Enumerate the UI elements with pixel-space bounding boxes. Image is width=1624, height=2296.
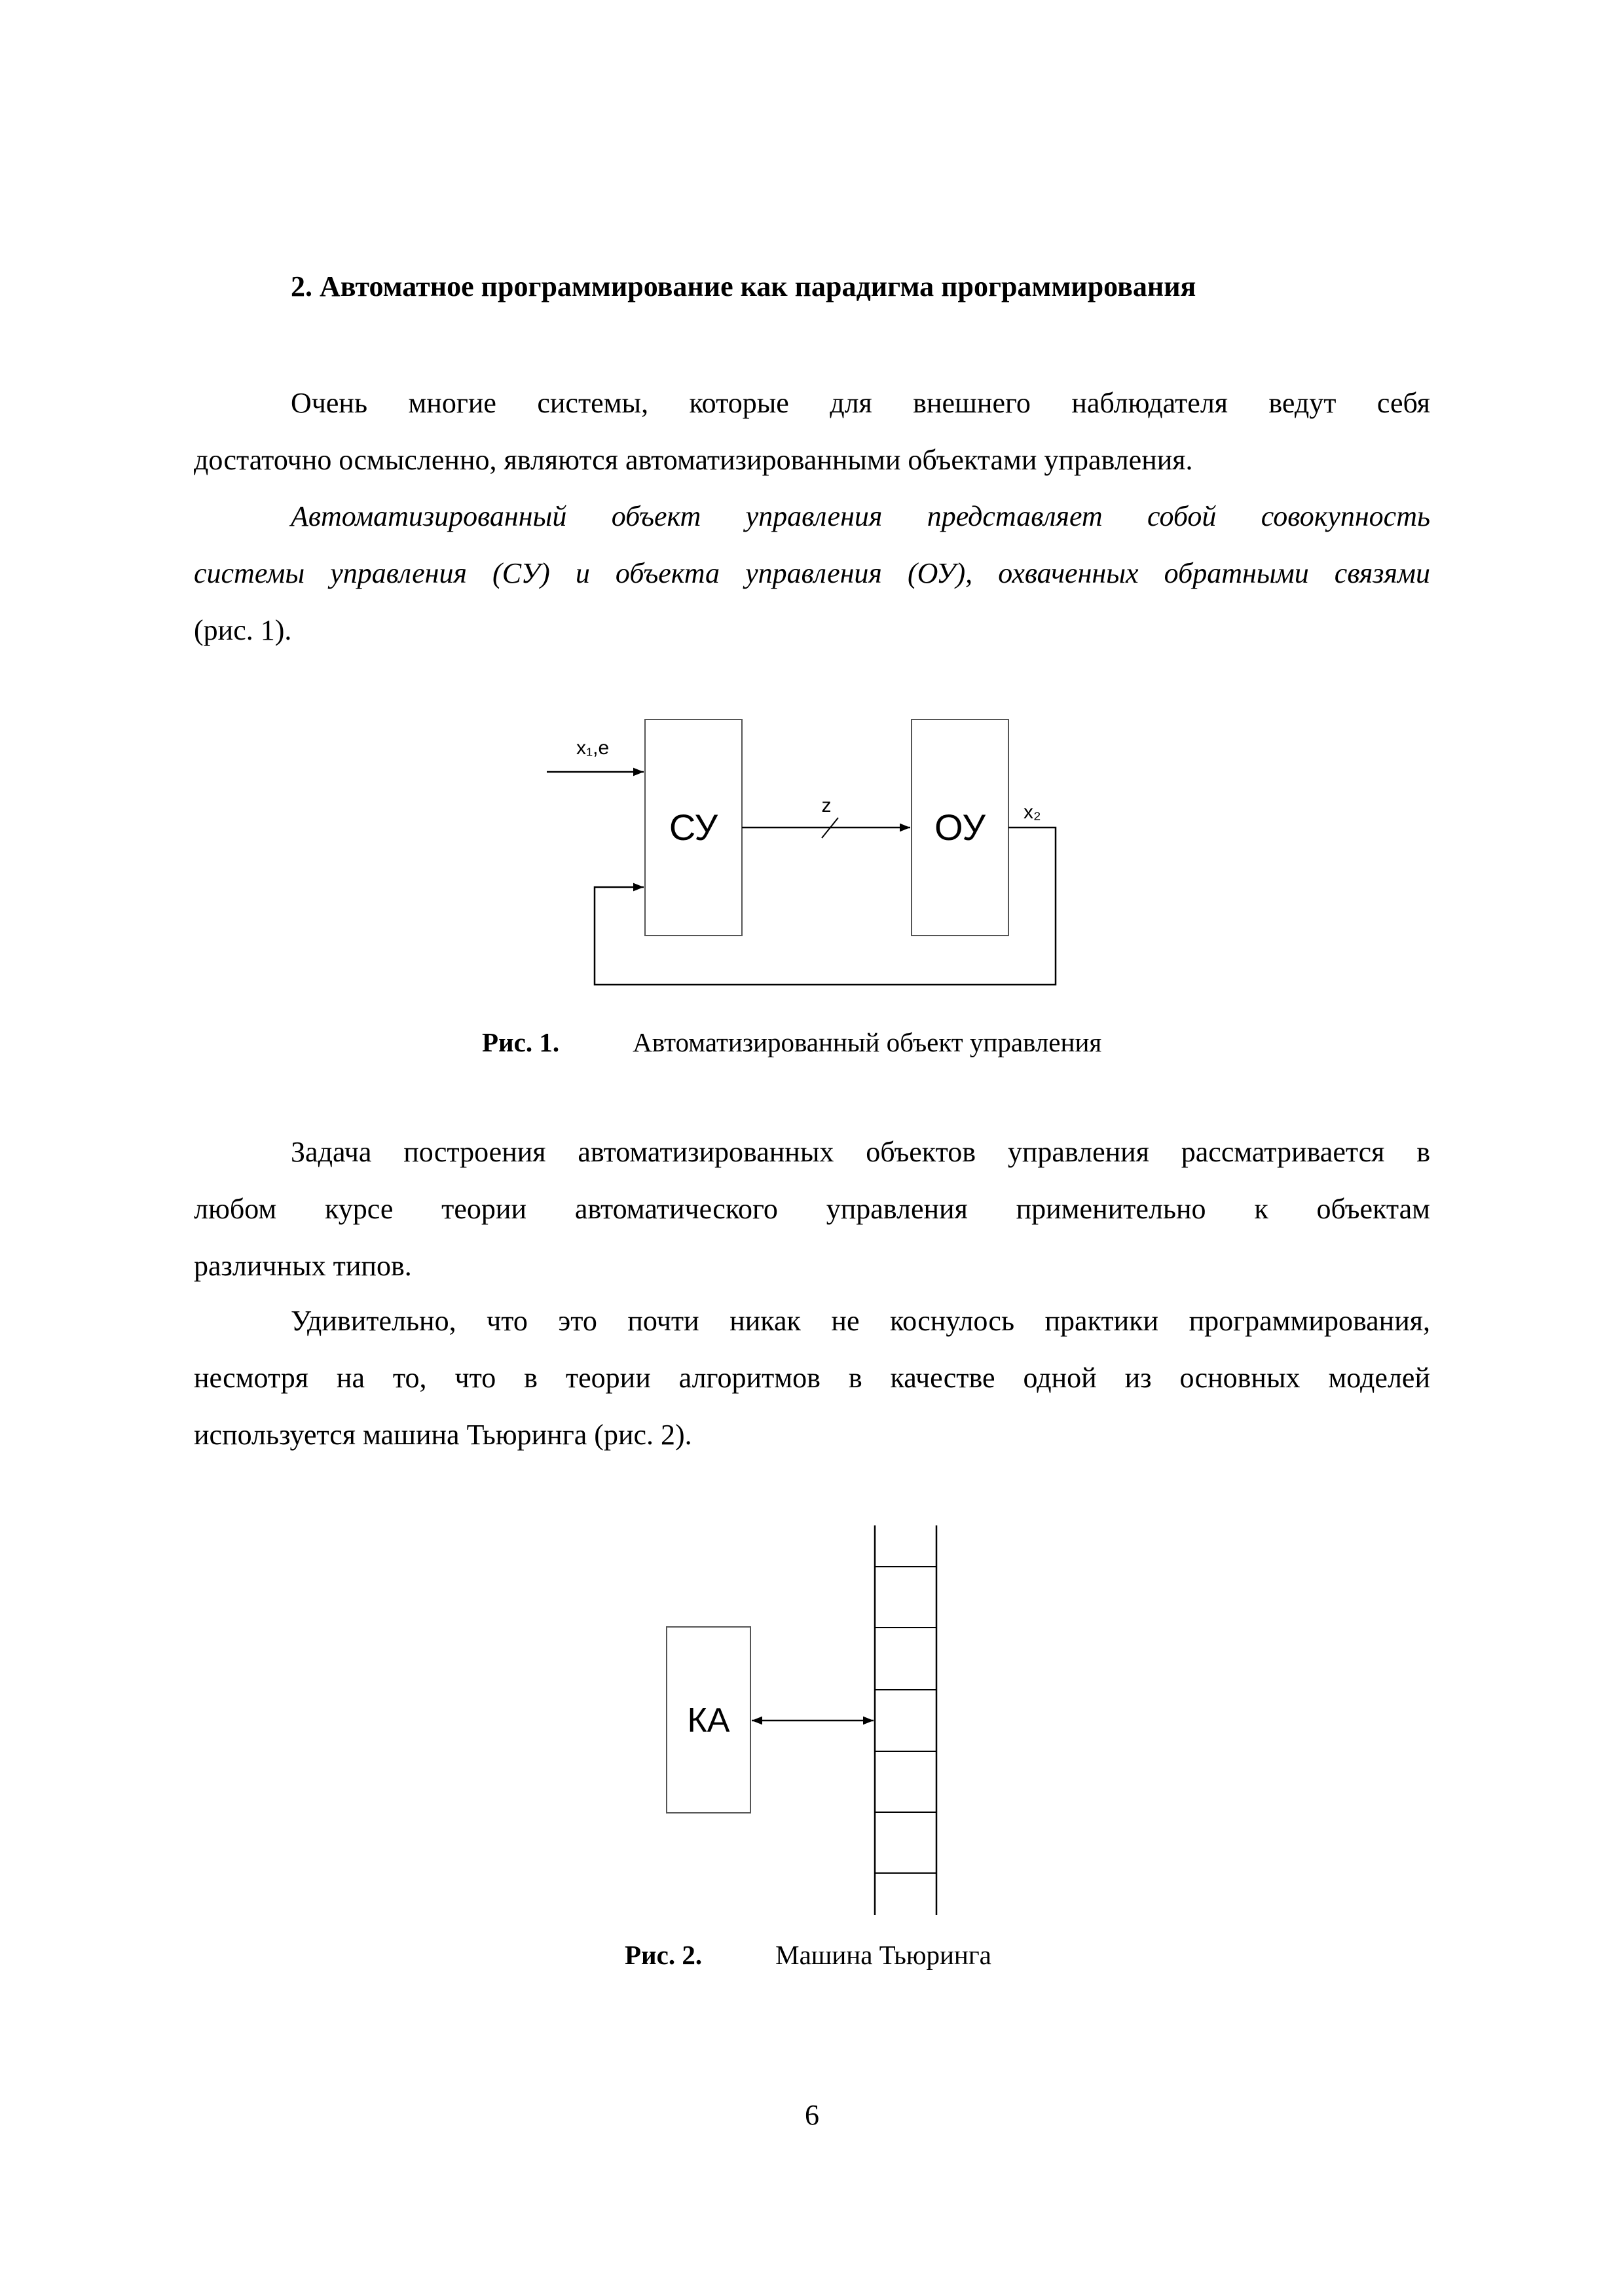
paragraph-4-line-1: Удивительно, что это почти никак не коснулось практики программирования, — [291, 1305, 1430, 1337]
paragraph-1-line-1: Очень многие системы, которые для внешнего наблюдателя ведут себя — [291, 387, 1430, 419]
paragraph-3 — [194, 1123, 1430, 1294]
block-su-label: СУ — [669, 807, 718, 848]
block-ou-label: ОУ — [934, 807, 986, 848]
signal-z-label: z — [821, 795, 832, 816]
paragraph-4 — [194, 1292, 1430, 1463]
section-heading: 2. Автоматное программирование как парадигма программирования — [291, 270, 1196, 302]
figure-1-caption-label: Рис. 1. — [482, 1027, 560, 1057]
page-number: 6 — [805, 2099, 819, 2131]
paragraph-3-line-2: любом курсе теории автоматического управления применительно к объектам — [194, 1193, 1430, 1225]
output-label: x₂ — [1024, 801, 1041, 823]
figure-2 — [667, 1525, 936, 1915]
paragraph-3-line-1: Задача построения автоматизированных объектов управления рассматривается в — [291, 1136, 1430, 1168]
figure-2-caption — [625, 1937, 991, 1973]
figure-2-caption-text: Машина Тьюринга — [775, 1940, 991, 1970]
paragraph-2-line-3: (рис. 1). — [194, 614, 292, 646]
figure-1-caption — [482, 1024, 1101, 1061]
figure-1-caption-text: Автоматизированный объект управления — [633, 1027, 1102, 1057]
paragraph-3-line-3: различных типов. — [194, 1250, 412, 1282]
paragraph-4-line-2: несмотря на то, что в теории алгоритмов в качестве одной из основных моделей — [194, 1362, 1430, 1394]
paragraph-1-line-2: достаточно осмысленно, являются автоматизированными объектами управления. — [194, 444, 1193, 476]
paragraph-4-line-3: используется машина Тьюринга (рис. 2). — [194, 1419, 692, 1451]
block-ka-label: КА — [687, 1702, 730, 1740]
paragraph-2-line-1: Автоматизированный объект управления представляет собой совокупность — [291, 500, 1430, 532]
figure-1 — [547, 720, 1056, 985]
figure-2-caption-label: Рис. 2. — [625, 1940, 703, 1970]
paragraph-2-line-2: системы управления (СУ) и объекта управления (ОУ), охваченных обратными связями — [194, 557, 1430, 589]
input-label: x₁,e — [576, 737, 610, 759]
